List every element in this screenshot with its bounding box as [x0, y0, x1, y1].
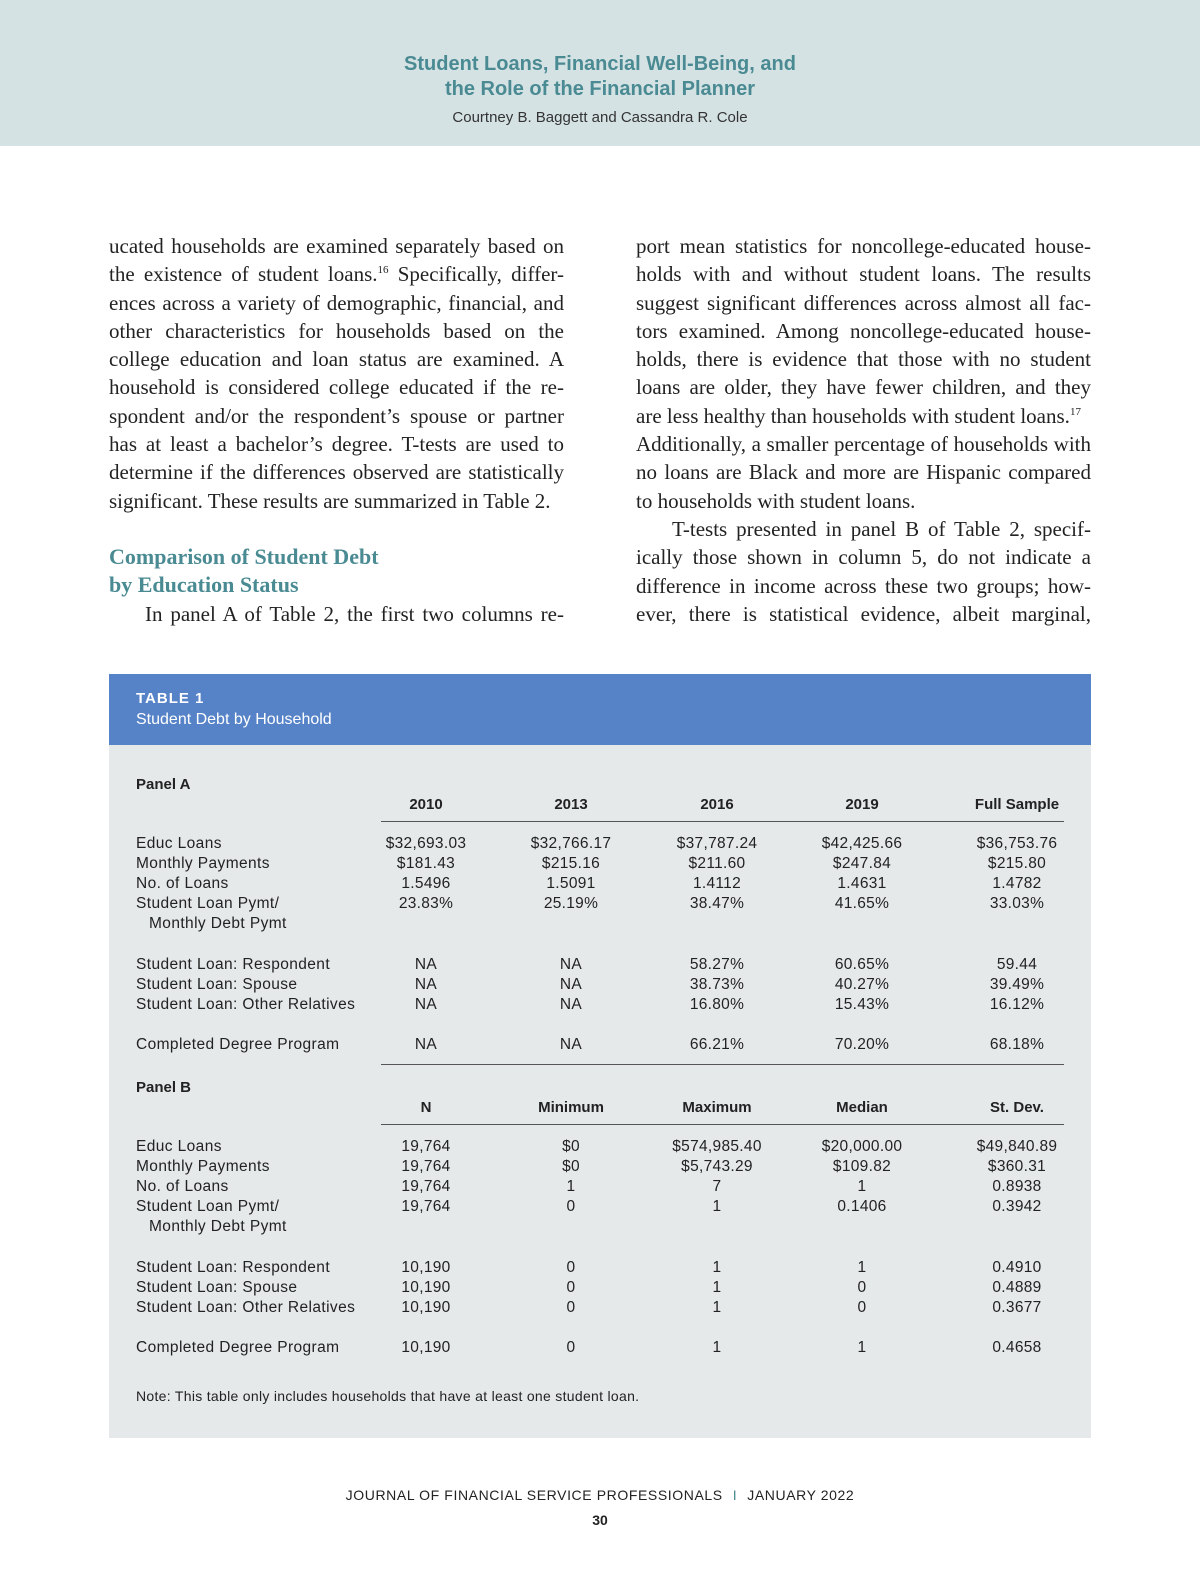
body-text-line: has at least a bachelor’s degree. T-tests are used to: [109, 432, 564, 457]
panel_b-cell: 1: [857, 1339, 867, 1356]
panel_b-row-label: Student Loan: Spouse: [136, 1279, 298, 1296]
panel_a-cell: $247.84: [832, 855, 892, 872]
panel_a-cell: $37,787.24: [676, 835, 758, 852]
panel_a-cell: 38.47%: [689, 895, 745, 912]
panel_a-row-label: Student Loan Pymt/: [136, 895, 280, 912]
section-heading: Comparison of Student Debt: [109, 543, 379, 569]
journal-line: [0, 1487, 1200, 1503]
footnote-ref-17: 17: [1069, 405, 1081, 418]
body-text-line: determine if the differences observed are statistically: [109, 460, 564, 485]
body-text-line: no loans are Black and more are Hispanic compared: [636, 460, 1091, 485]
panel-a-header-rule: [381, 821, 1064, 822]
panel_a-cell: 16.12%: [989, 996, 1045, 1013]
body-text-line: port mean statistics for noncollege-educated house-: [636, 234, 1091, 258]
panel-a-col-header: 2019: [845, 796, 879, 813]
panel_b-row-label: Monthly Payments: [136, 1158, 270, 1175]
panel_b-cell: 0: [566, 1339, 576, 1356]
body-text-line: suggest significant differences across almost all fac-: [636, 290, 1091, 315]
panel_a-row-label: Monthly Payments: [136, 855, 270, 872]
body-text-segment: the existence of student loans.: [109, 262, 378, 287]
body-text-line: holds, there is evidence that those with no student: [636, 347, 1091, 372]
panel_a-cell: $211.60: [688, 855, 746, 872]
body-text-line: tors examined. Among noncollege-educated house-: [636, 318, 1091, 343]
panel_b-cell: 0.4658: [992, 1339, 1042, 1356]
panel_a-cell: NA: [414, 976, 438, 993]
panel_b-cell: 0: [566, 1259, 576, 1276]
footer-separator: I: [732, 1487, 738, 1503]
panel_a-cell: NA: [559, 956, 583, 973]
panel_b-cell: 0.3677: [992, 1299, 1042, 1316]
panel_b-cell: 19,764: [401, 1178, 451, 1195]
panel_a-cell: 41.65%: [834, 895, 890, 912]
panel-b-col-header: St. Dev.: [990, 1099, 1044, 1116]
panel_a-cell: 70.20%: [834, 1036, 890, 1053]
panel_b-cell: 0: [566, 1299, 576, 1316]
panel_b-cell: 19,764: [401, 1158, 451, 1175]
panel_b-cell: 0: [857, 1279, 867, 1296]
panel_b-cell: 1: [566, 1178, 576, 1195]
panel_b-cell: 0.1406: [837, 1198, 887, 1215]
panel_a-cell: NA: [559, 976, 583, 993]
body-text-line: [636, 402, 1091, 430]
table-note: Note: This table only includes households that have at least one student loan.: [136, 1388, 640, 1404]
panel_b-cell: 0: [857, 1299, 867, 1316]
panel_a-cell: $215.16: [541, 855, 601, 872]
panel_b-cell: 0: [566, 1279, 576, 1296]
panel_a-cell: 1.4782: [992, 875, 1042, 892]
body-text-line: ever, there is statistical evidence, albeit marginal,: [636, 601, 1091, 626]
running-header: [0, 0, 1200, 146]
panel_b-cell: 1: [712, 1198, 722, 1215]
panel-a-col-header: Full Sample: [974, 796, 1060, 813]
panel_b-cell: 19,764: [401, 1138, 451, 1155]
right-column: [636, 232, 1091, 628]
panel_a-cell: NA: [414, 1036, 438, 1053]
panel_a-cell: 38.73%: [689, 976, 745, 993]
body-text-line: ences across a variety of demographic, financial, and: [109, 290, 564, 315]
panel_a-cell: $42,425.66: [821, 835, 903, 852]
journal-name: JOURNAL OF FINANCIAL SERVICE PROFESSIONALS: [345, 1487, 723, 1503]
panel_b-cell: $574,985.40: [672, 1138, 762, 1155]
panel-b-col-header: Median: [836, 1099, 888, 1116]
panel_a-cell: 1.5091: [546, 875, 596, 892]
panel_b-cell: 10,190: [401, 1279, 451, 1296]
panel_b-cell: 0.4889: [992, 1279, 1042, 1296]
panel_a-row-label: Student Loan: Spouse: [136, 976, 298, 993]
body-text-segment: are less healthy than households with student loans.: [636, 403, 1070, 428]
body-text-line: difference in income across these two groups; how-: [636, 573, 1091, 598]
body-text-line: Additionally, a smaller percentage of households with: [636, 432, 1091, 457]
body-text-line: other characteristics for households based on the: [109, 318, 564, 343]
panel_b-cell: $360.31: [987, 1158, 1047, 1175]
panel_b-cell: 0.3942: [992, 1198, 1042, 1215]
panel_b-row-label: No. of Loans: [136, 1178, 229, 1195]
body-text-line: In panel A of Table 2, the first two columns re-: [145, 601, 564, 626]
panel-b-header-rule: [381, 1124, 1064, 1125]
panel-divider-rule: [381, 1064, 1064, 1065]
body-text-line: [109, 260, 564, 288]
body-text-line: holds with and without student loans. The results: [636, 262, 1091, 287]
panel_b-row-label: Monthly Debt Pymt: [149, 1218, 287, 1235]
body-text-segment: Specifically, differ-: [388, 262, 564, 287]
table-header-bar: [109, 674, 1091, 745]
issue-date: JANUARY 2022: [747, 1487, 855, 1503]
panel_a-cell: 1.4631: [837, 875, 887, 892]
panel_b-row-label: Student Loan Pymt/: [136, 1198, 280, 1215]
body-text-line: significant. These results are summarized in Table 2.: [109, 488, 551, 513]
body-text-line: T-tests presented in panel B of Table 2, specif-: [672, 516, 1091, 541]
panel_b-cell: 0.4910: [992, 1259, 1042, 1276]
panel_a-cell: 1.4112: [692, 875, 742, 892]
panel_b-cell: 10,190: [401, 1299, 451, 1316]
panel_a-cell: NA: [559, 996, 583, 1013]
panel-b-col-header: N: [420, 1099, 432, 1116]
table-1: [109, 674, 1091, 1438]
panel_b-cell: $0: [562, 1158, 580, 1175]
panel_b-cell: $5,743.29: [681, 1158, 753, 1175]
panel-a-col-header: 2010: [409, 796, 443, 813]
left-column: [109, 232, 564, 628]
panel_b-cell: 7: [712, 1178, 722, 1195]
panel_b-cell: 1: [712, 1259, 722, 1276]
panel_b-cell: 1: [857, 1259, 867, 1276]
panel_b-cell: 1: [712, 1279, 722, 1296]
panel_a-cell: $215.80: [987, 855, 1047, 872]
panel_b-cell: $49,840.89: [976, 1138, 1058, 1155]
article-title-line-2: the Role of the Financial Planner: [444, 78, 756, 100]
panel_a-cell: 68.18%: [989, 1036, 1045, 1053]
panel_a-cell: 25.19%: [543, 895, 599, 912]
panel_b-cell: $109.82: [832, 1158, 892, 1175]
article-title-line-1: Student Loans, Financial Well-Being, and: [404, 53, 796, 75]
panel_a-cell: NA: [559, 1036, 583, 1053]
panel_a-row-label: Student Loan: Respondent: [136, 956, 331, 973]
panel_b-cell: 1: [712, 1339, 722, 1356]
panel_a-cell: 33.03%: [989, 895, 1045, 912]
panel_b-cell: 10,190: [401, 1339, 451, 1356]
body-text-line: to households with student loans.: [636, 488, 916, 513]
panel_b-row-label: Student Loan: Other Relatives: [136, 1299, 356, 1316]
panel_a-cell: 58.27%: [689, 956, 745, 973]
panel-a-col-header: 2016: [700, 796, 734, 813]
panel_b-cell: 1: [712, 1299, 722, 1316]
panel_a-row-label: Completed Degree Program: [136, 1036, 340, 1053]
panel_a-cell: 1.5496: [401, 875, 451, 892]
section-heading: by Education Status: [109, 572, 299, 598]
panel_b-row-label: Student Loan: Respondent: [136, 1259, 331, 1276]
body-text-line: ically those shown in column 5, do not indicate a: [636, 545, 1091, 570]
panel_b-row-label: Completed Degree Program: [136, 1339, 340, 1356]
body-text-line: loans are older, they have fewer children, and they: [636, 375, 1091, 400]
panel_a-cell: 23.83%: [398, 895, 454, 912]
body-text-line: household is considered college educated if the re-: [109, 375, 564, 400]
panel_b-cell: $0: [562, 1138, 580, 1155]
panel_b-cell: 19,764: [401, 1198, 451, 1215]
panel_b-cell: 0: [566, 1198, 576, 1215]
panel_b-row-label: Educ Loans: [136, 1138, 222, 1155]
panel_a-row-label: Student Loan: Other Relatives: [136, 996, 356, 1013]
panel_b-cell: $20,000.00: [821, 1138, 903, 1155]
panel_a-cell: NA: [414, 996, 438, 1013]
panel_a-cell: 16.80%: [689, 996, 745, 1013]
panel-b-col-header: Minimum: [538, 1099, 604, 1116]
panel_b-cell: 0.8938: [992, 1178, 1042, 1195]
panel_a-cell: 15.43%: [834, 996, 890, 1013]
panel_a-cell: 60.65%: [834, 956, 890, 973]
panel_a-cell: 66.21%: [689, 1036, 745, 1053]
panel-b-col-header: Maximum: [682, 1099, 752, 1116]
panel_a-cell: $36,753.76: [976, 835, 1058, 852]
page-number: 30: [592, 1512, 608, 1528]
panel_b-cell: 1: [857, 1178, 867, 1195]
panel_b-cell: 10,190: [401, 1259, 451, 1276]
table-label: TABLE 1: [136, 690, 205, 707]
panel_a-cell: $32,766.17: [530, 835, 612, 852]
body-text-line: spondent and/or the respondent’s spouse or partner: [109, 403, 564, 428]
article-authors: Courtney B. Baggett and Cassandra R. Cole: [452, 109, 748, 126]
panel_a-cell: 40.27%: [834, 976, 890, 993]
body-text-line: college education and loan status are examined. A: [109, 347, 564, 372]
panel-a-col-header: 2013: [554, 796, 588, 813]
panel_a-cell: $32,693.03: [385, 835, 467, 852]
body-text-line: ucated households are examined separately based on: [109, 234, 564, 258]
table-caption: Student Debt by Household: [136, 711, 332, 728]
panel_a-cell: 39.49%: [989, 976, 1045, 993]
panel_a-row-label: Monthly Debt Pymt: [149, 915, 287, 932]
footnote-ref-16: 16: [377, 264, 389, 277]
panel_a-cell: NA: [414, 956, 438, 973]
panel_a-cell: 59.44: [996, 956, 1038, 973]
panel_a-row-label: No. of Loans: [136, 875, 229, 892]
panel_a-row-label: Educ Loans: [136, 835, 222, 852]
panel-a-title: Panel A: [136, 776, 191, 793]
panel_a-cell: $181.43: [396, 855, 456, 872]
panel-b-title: Panel B: [136, 1079, 192, 1096]
